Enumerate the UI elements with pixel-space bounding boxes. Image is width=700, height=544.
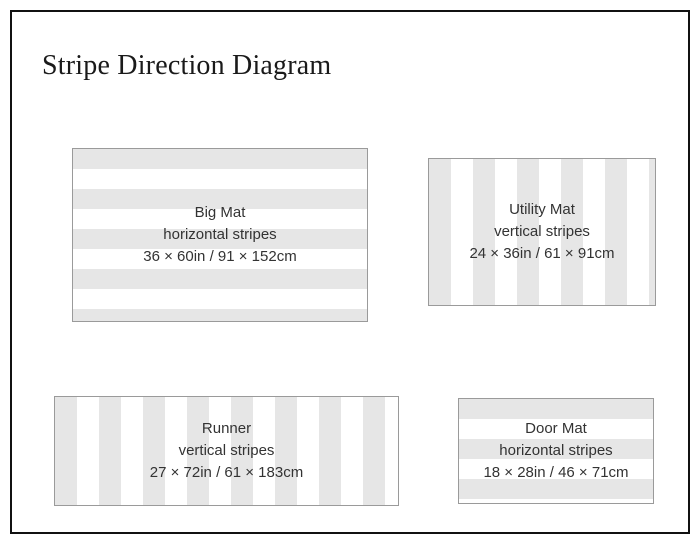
mat-direction: horizontal stripes [163, 226, 277, 244]
mat-door-mat [458, 398, 654, 504]
mat-utility-mat [428, 158, 656, 306]
mat-name: Door Mat [525, 420, 587, 438]
mat-dimensions: 18 × 28in / 46 × 71cm [483, 463, 629, 481]
mat-dimensions: 27 × 72in / 61 × 183cm [149, 463, 304, 481]
mat-big-mat [72, 148, 368, 322]
diagram-frame [10, 10, 690, 534]
mat-name: Big Mat [194, 204, 246, 222]
page-title: Stripe Direction Diagram [42, 50, 332, 81]
mat-direction: vertical stripes [494, 223, 590, 241]
mat-label-group [429, 159, 655, 305]
mat-label-group [55, 397, 398, 505]
mat-direction: horizontal stripes [499, 442, 613, 460]
mat-label-group [73, 149, 367, 321]
mat-dimensions: 36 × 60in / 91 × 152cm [143, 247, 297, 265]
mat-direction: vertical stripes [178, 442, 275, 460]
mat-name: Runner [201, 420, 252, 438]
mat-name: Utility Mat [509, 201, 575, 219]
mat-dimensions: 24 × 36in / 61 × 91cm [469, 244, 615, 262]
mat-runner [54, 396, 399, 506]
mat-label-group [459, 399, 653, 503]
